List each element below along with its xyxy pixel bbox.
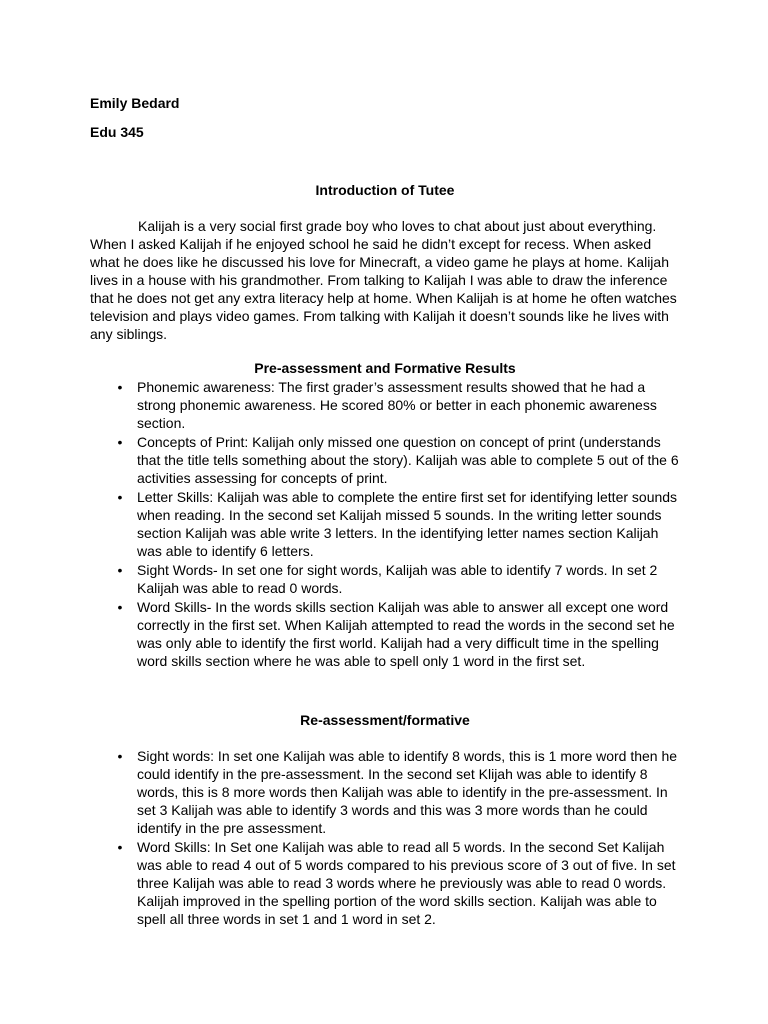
pre-assessment-heading: Pre-assessment and Formative Results (254, 360, 516, 376)
list-item-text: Concepts of Print: Kalijah only missed one question on concept of print (understands that the title tells something about the story). Kalijah was able to complete 5 out of the 6 activities assessing for concepts of print. (137, 434, 679, 486)
bullet-icon: • (117, 748, 123, 764)
list-item-text: Sight words: In set one Kalijah was able to identify 8 words, this is 1 more word then he could identify in the pre-assessment. In the second set Klijah was able to identify 8 words, this is 8 more words then Kalijah was able to identify in the pre-assessment. In set 3 Kalijah was able to identify 3 words and this was 3 more words than he could identify in the pre assessment. (137, 748, 678, 836)
list-item (90, 433, 680, 487)
list-item-text: Word Skills: In Set one Kalijah was able to read all 5 words. In the second Set Kalijah was able to read 4 out of 5 words compared to his previous score of 3 out of five. In set three Kalijah was able to read 3 words where he previously was able to read 0 words. Kalijah improved in the spelling portion of the word skills section. Kalijah was able to spell all three words in set 1 and 1 word in set 2. (137, 839, 676, 927)
bullet-icon: • (117, 379, 123, 395)
reassessment-heading: Re-assessment/formative (300, 712, 470, 728)
list-item (90, 561, 680, 597)
author-name: Emily Bedard (90, 95, 180, 111)
bullet-icon: • (117, 489, 123, 505)
course-name: Edu 345 (90, 124, 144, 140)
list-item (90, 598, 680, 670)
list-item-text: Phonemic awareness: The first grader’s assessment results showed that he had a strong phonemic awareness. He scored 80% or better in each phonemic awareness section. (137, 379, 657, 431)
list-item-text: Letter Skills: Kalijah was able to complete the entire first set for identifying letter sounds when reading. In the second set Kalijah missed 5 sounds. In the writing letter sounds section Kalijah was able write 3 letters. In the identifying letter names section Kalijah was able to identify 6 letters. (137, 489, 678, 559)
list-item-text: Word Skills- In the words skills section Kalijah was able to answer all except one word correctly in the first set. When Kalijah attempted to read the words in the second set he was only able to identify the first world. Kalijah had a very difficult time in the spelling word skills section where he was able to spell only 1 word in the first set. (137, 599, 675, 669)
list-item (90, 378, 680, 432)
intro-heading: Introduction of Tutee (315, 182, 455, 198)
list-item (90, 488, 680, 560)
intro-paragraph: Kalijah is a very social first grade boy who loves to chat about just about everything. When I asked Kalijah if he enjoyed school he said he didn’t except for recess. When asked what he does like he discussed his love for Minecraft, a video game he plays at home. Kalijah lives in a house with his grandmother. From talking to Kalijah I was able to draw the inference that he does not get any extra literacy help at home. When Kalijah is at home he often watches television and plays video games. From talking with Kalijah it doesn’t sounds like he lives with any siblings. (90, 218, 677, 342)
reassessment-list (90, 747, 680, 929)
bullet-icon: • (117, 434, 123, 450)
pre-assessment-list (90, 378, 680, 671)
bullet-icon: • (117, 599, 123, 615)
bullet-icon: • (117, 562, 123, 578)
list-item (90, 838, 680, 928)
list-item-text: Sight Words- In set one for sight words, Kalijah was able to identify 7 words. In set 2 Kalijah was able to read 0 words. (137, 562, 658, 596)
bullet-icon: • (117, 839, 123, 855)
list-item (90, 747, 680, 837)
